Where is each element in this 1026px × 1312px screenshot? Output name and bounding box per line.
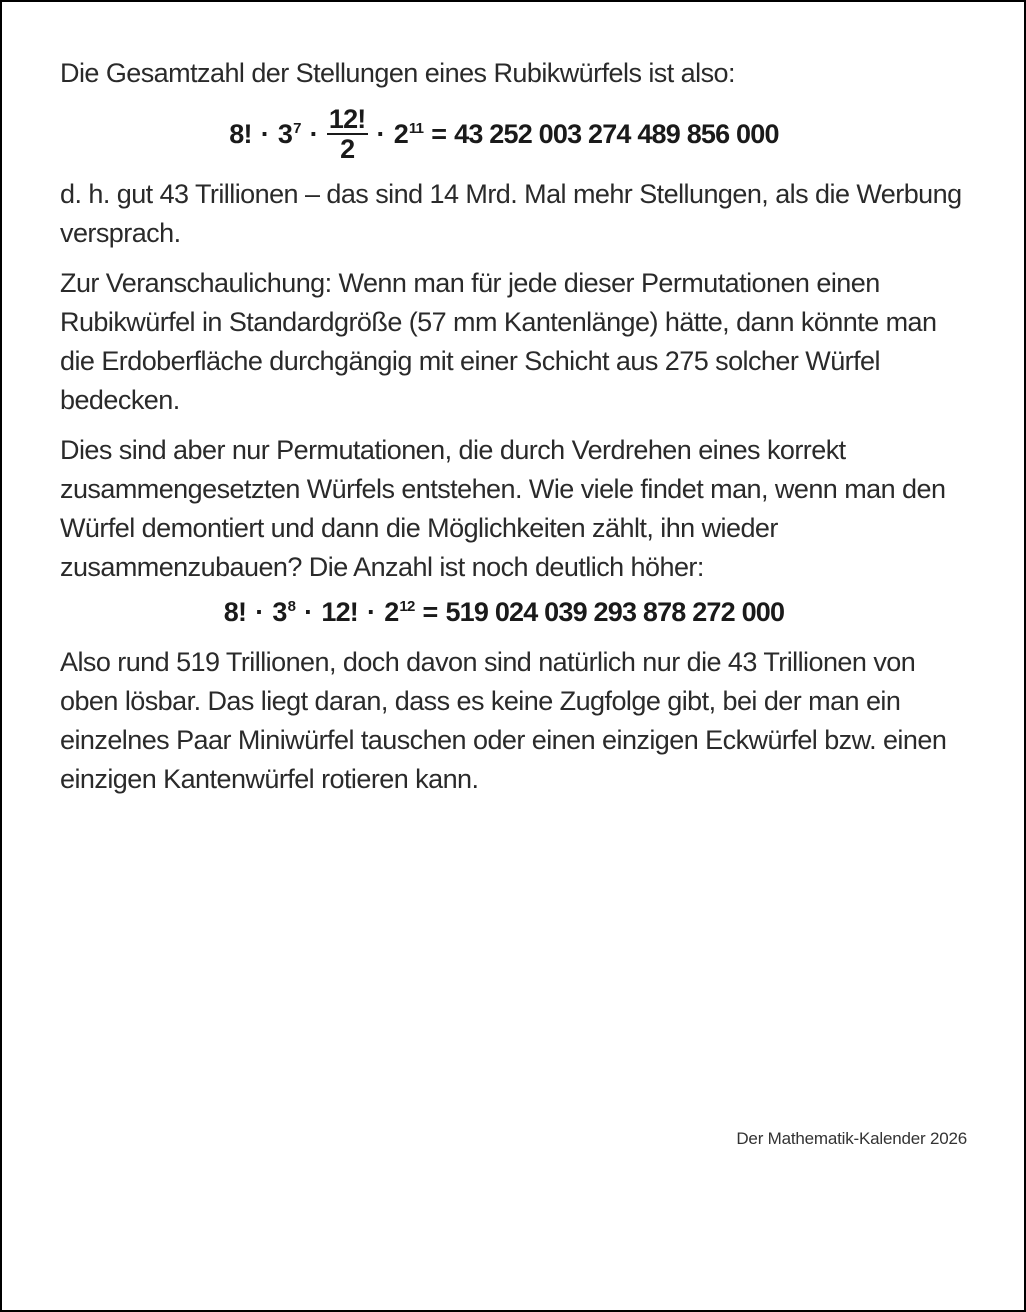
illustration-paragraph: Zur Veranschaulichung: Wenn man für jede dieser Permutationen einen Rubikwürfel in Standardgröße (57 mm Kantenlänge) hätte, dann könnte man die Erdoberfläche durchgängig mit einer Schicht aus 275 solcher Würfel bedecken. xyxy=(60,268,937,415)
power-3 xyxy=(278,119,301,150)
fraction-denominator: 2 xyxy=(340,134,355,164)
power-3 xyxy=(272,597,295,628)
dot-operator: · xyxy=(366,596,376,627)
fraction-12-factorial-over-2 xyxy=(327,106,368,162)
base: 3 xyxy=(272,596,287,627)
dot-operator: · xyxy=(255,596,264,627)
exponent: 11 xyxy=(408,119,424,137)
fraction-numerator: 12! xyxy=(328,104,366,134)
dot-operator: · xyxy=(304,596,313,627)
equals-sign: = xyxy=(422,596,438,627)
factorial-8: 8! xyxy=(229,118,252,149)
equals-sign: = xyxy=(431,118,447,149)
page-content xyxy=(60,54,972,799)
base: 3 xyxy=(277,118,293,149)
exponent: 7 xyxy=(293,119,301,137)
factorial-12: 12! xyxy=(321,596,358,627)
formula-total-positions xyxy=(36,93,972,175)
formula-result: 43 252 003 274 489 856 000 xyxy=(454,118,779,149)
formula-result: 519 024 039 293 878 272 000 xyxy=(445,596,785,627)
exponent: 8 xyxy=(287,597,296,615)
conclusion-paragraph: Also rund 519 Trillionen, doch davon sind natürlich nur die 43 Trillionen von oben lösbar. Das liegt daran, dass es keine Zugfolge gibt, bei der man ein einzelnes Paar Miniwürfel tauschen oder einen einzigen Eckwürfel bzw. einen einzigen Kantenwürfel rotieren kann. xyxy=(60,647,947,794)
exponent: 12 xyxy=(399,597,415,615)
disassembly-paragraph: Dies sind aber nur Permutationen, die durch Verdrehen eines korrekt zusammengesetzten Würfels entstehen. Wie viele findet man, wenn man den Würfel demontiert und dann die Möglichkeiten zählt, ihn wieder zusammenzubauen? Die Anzahl ist noch deutlich höher: xyxy=(60,435,946,582)
comparison-paragraph: d. h. gut 43 Trillionen – das sind 14 Mrd. Mal mehr Stellungen, als die Werbung versprach. xyxy=(60,179,962,248)
base: 2 xyxy=(384,596,399,627)
calendar-footer: Der Mathematik-Kalender 2026 xyxy=(736,1129,967,1148)
formula-disassembled-positions xyxy=(36,589,972,635)
dot-operator: · xyxy=(260,118,269,149)
intro-paragraph: Die Gesamtzahl der Stellungen eines Rubikwürfels ist also: xyxy=(60,58,735,88)
power-2 xyxy=(394,119,423,150)
dot-operator: · xyxy=(309,118,318,149)
base: 2 xyxy=(393,118,408,149)
factorial-8: 8! xyxy=(223,596,247,627)
dot-operator: · xyxy=(376,118,385,149)
power-2 xyxy=(384,597,414,628)
